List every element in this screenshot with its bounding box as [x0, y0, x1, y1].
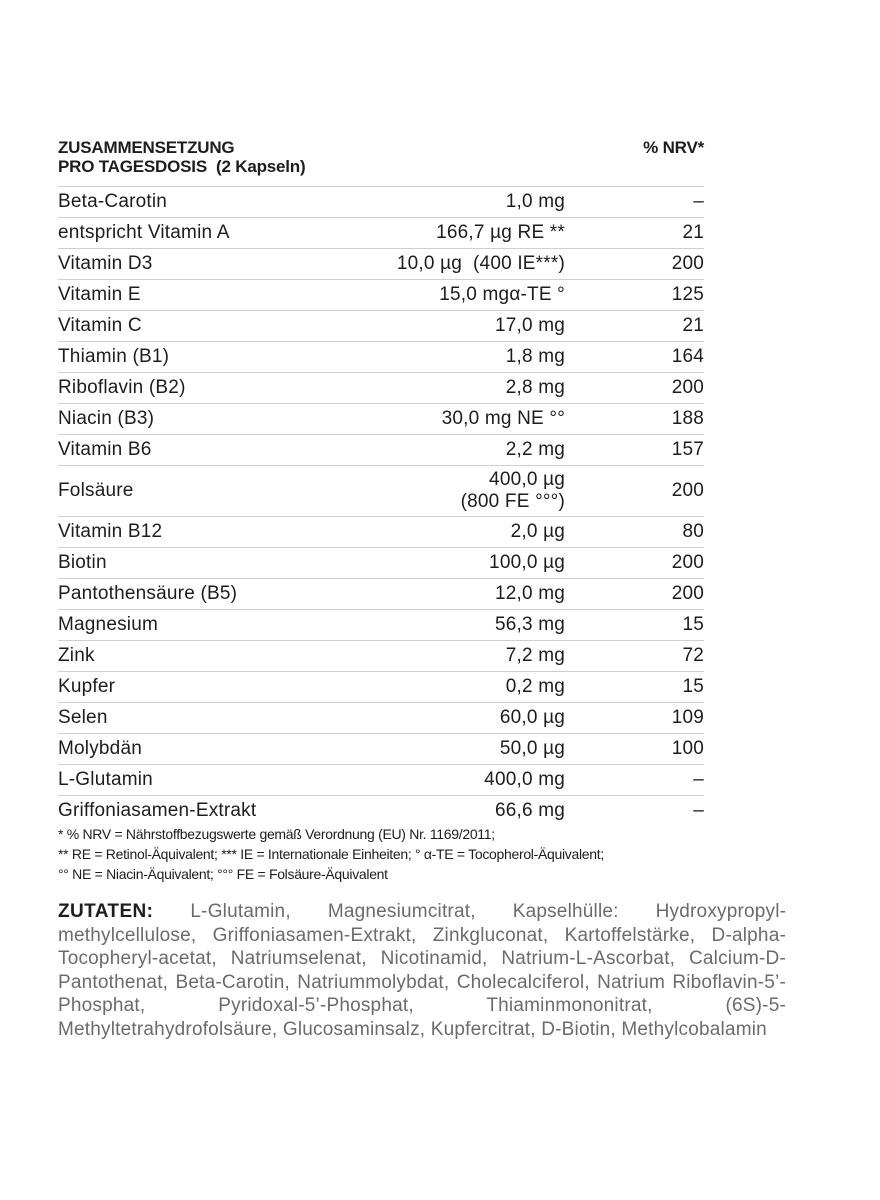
table-row: [58, 579, 704, 610]
table-row: [58, 373, 704, 404]
nutrient-nrv: –: [693, 191, 704, 212]
nutrient-amount: [368, 377, 565, 399]
amount-value: 1,8 mg: [505, 346, 565, 367]
footnote-line: ** RE = Retinol-Äquivalent; *** IE = Internationale Einheiten; ° α-TE = Tocopherol-Äquivalent;: [58, 846, 604, 862]
nutrient-amount: [368, 521, 565, 543]
table-row: [58, 187, 704, 218]
table-row: [58, 610, 704, 641]
table-row: [58, 548, 704, 579]
nutrient-amount: [368, 315, 565, 337]
table-row: [58, 796, 704, 826]
table-row: [58, 672, 704, 703]
nutrient-nrv: 200: [671, 552, 704, 573]
nutrient-name: L-Glutamin: [58, 769, 153, 790]
nutrient-name: entspricht Vitamin A: [58, 222, 230, 243]
nutrient-name: Vitamin E: [58, 284, 141, 305]
table-row: [58, 342, 704, 373]
amount-value: 30,0 mg NE °°: [441, 408, 565, 429]
nutrient-amount: [368, 439, 565, 461]
amount-value: 50,0 µg: [499, 738, 565, 759]
table-row: [58, 641, 704, 672]
amount-value: 60,0 µg: [499, 707, 565, 728]
nutrient-name: Riboflavin (B2): [58, 377, 186, 398]
table-header: [58, 138, 704, 187]
nutrient-nrv: 72: [682, 645, 704, 666]
amount-value: 2,8 mg: [505, 377, 565, 398]
nutrient-amount: [368, 738, 565, 760]
amount-value: 400,0 µg: [489, 469, 565, 490]
nutrient-name: Molybdän: [58, 738, 142, 759]
table-row: [58, 280, 704, 311]
amount-value: 2,0 µg: [510, 521, 565, 542]
amount-value: 12,0 mg: [494, 583, 565, 604]
nutrient-amount: [368, 707, 565, 729]
nutrient-name: Zink: [58, 645, 95, 666]
amount-value: 10,0 µg (400 IE***): [396, 253, 565, 274]
nutrient-name: Thiamin (B1): [58, 346, 170, 367]
nutrient-nrv: 200: [671, 377, 704, 398]
table-title-line2: PRO TAGESDOSIS (2 Kapseln): [58, 157, 306, 176]
nutrient-name: Selen: [58, 707, 108, 728]
nutrient-amount: [368, 645, 565, 667]
amount-value: 2,2 mg: [505, 439, 565, 460]
amount-value: 1,0 mg: [505, 191, 565, 212]
table-title: [58, 138, 704, 176]
table-row: [58, 218, 704, 249]
nutrient-nrv: 21: [682, 315, 704, 336]
amount-value: 15,0 mgα-TE °: [439, 284, 565, 305]
nutrient-name: Folsäure: [58, 480, 134, 501]
table-row: [58, 404, 704, 435]
nutrient-amount: [368, 676, 565, 698]
nutrient-name: Biotin: [58, 552, 107, 573]
nutrient-name: Beta-Carotin: [58, 191, 168, 212]
nutrient-nrv: 80: [682, 521, 704, 542]
footnote-line: °° NE = Niacin-Äquivalent; °°° FE = Folsäure-Äquivalent: [58, 866, 388, 882]
nutrient-nrv: –: [693, 800, 704, 821]
table-title-line1: ZUSAMMENSETZUNG: [58, 138, 235, 157]
nutrient-nrv: 164: [671, 346, 704, 367]
nutrient-nrv: 188: [671, 408, 704, 429]
table-row: [58, 249, 704, 280]
nutrient-amount: [368, 191, 565, 213]
table-row: [58, 311, 704, 342]
nutrient-name: Griffoniasamen-Extrakt: [58, 800, 257, 821]
nutrition-table: [58, 138, 704, 826]
nutrient-nrv: 200: [671, 583, 704, 604]
nutrient-nrv: 15: [682, 676, 704, 697]
nutrient-amount: [368, 408, 565, 430]
amount-value: 0,2 mg: [505, 676, 565, 697]
nutrient-nrv: 200: [671, 253, 704, 274]
nutrient-amount: [368, 769, 565, 791]
table-row: [58, 734, 704, 765]
amount-value: 166,7 µg RE **: [436, 222, 565, 243]
nutrient-name: Vitamin D3: [58, 253, 153, 274]
nutrient-amount: [368, 284, 565, 306]
amount-value: 56,3 mg: [494, 614, 565, 635]
nutrient-amount: [368, 614, 565, 636]
nutrient-nrv: 125: [671, 284, 704, 305]
nutrient-name: Pantothensäure (B5): [58, 583, 238, 604]
footnote-line: * % NRV = Nährstoffbezugswerte gemäß Verordnung (EU) Nr. 1169/2011;: [58, 826, 495, 842]
nutrient-amount: [368, 253, 565, 275]
nutrient-name: Vitamin B12: [58, 521, 163, 542]
nutrient-nrv: 109: [671, 707, 704, 728]
nutrient-nrv: 100: [671, 738, 704, 759]
nutrient-amount: [368, 469, 565, 513]
nutrient-amount: [368, 583, 565, 605]
ingredients-text: L-Glutamin, Magnesiumcitrat, Kapselhülle: Hydroxypropylmethylcellulose, Griffoniasamen-Extrakt, Zinkgluconat, Kartoffelstärke, D-alpha-Tocopheryl-acetat, Natriumselenat, Nicotinamid, Natrium-L-Ascorbat, Calcium-D-Pantothenat, Beta-Carotin, Natriummolybdat, Cholecalciferol, Natrium Riboflavin-5’-Phosphat, Pyridoxal-5’-Phosphat, Thiaminmononitrat, (6S)-5-Methyltetrahydrofolsäure, Glucosaminsalz, Kupfercitrat, D-Biotin, Methylcobalamin: [58, 901, 786, 1040]
footnotes: [58, 824, 798, 884]
nutrient-nrv: 15: [682, 614, 704, 635]
nutrient-nrv: 21: [682, 222, 704, 243]
nutrient-amount: [368, 552, 565, 574]
nutrient-amount: [368, 346, 565, 368]
amount-value: 66,6 mg: [494, 800, 565, 821]
amount-value: 17,0 mg: [494, 315, 565, 336]
nutrient-nrv: –: [693, 769, 704, 790]
ingredients-label: ZUTATEN:: [58, 901, 154, 922]
amount-value: 400,0 mg: [484, 769, 565, 790]
table-row: [58, 703, 704, 734]
nutrient-name: Vitamin B6: [58, 439, 152, 460]
nutrient-nrv: 157: [671, 439, 704, 460]
table-body: [58, 187, 704, 826]
nutrient-name: Kupfer: [58, 676, 116, 697]
nutrient-amount: [368, 800, 565, 822]
nutrient-name: Magnesium: [58, 614, 159, 635]
nutrient-nrv: 200: [671, 480, 704, 501]
table-row: [58, 435, 704, 466]
amount-equivalent: (800 FE °°°): [460, 491, 565, 512]
table-row: [58, 765, 704, 796]
nrv-column-header: % NRV*: [643, 138, 704, 157]
nutrient-name: Vitamin C: [58, 315, 142, 336]
nutrient-amount: [368, 222, 565, 244]
table-row: [58, 466, 704, 517]
amount-value: 100,0 µg: [489, 552, 565, 573]
nutrient-name: Niacin (B3): [58, 408, 155, 429]
ingredients-paragraph: [58, 900, 786, 1041]
amount-value: 7,2 mg: [505, 645, 565, 666]
table-row: [58, 517, 704, 548]
